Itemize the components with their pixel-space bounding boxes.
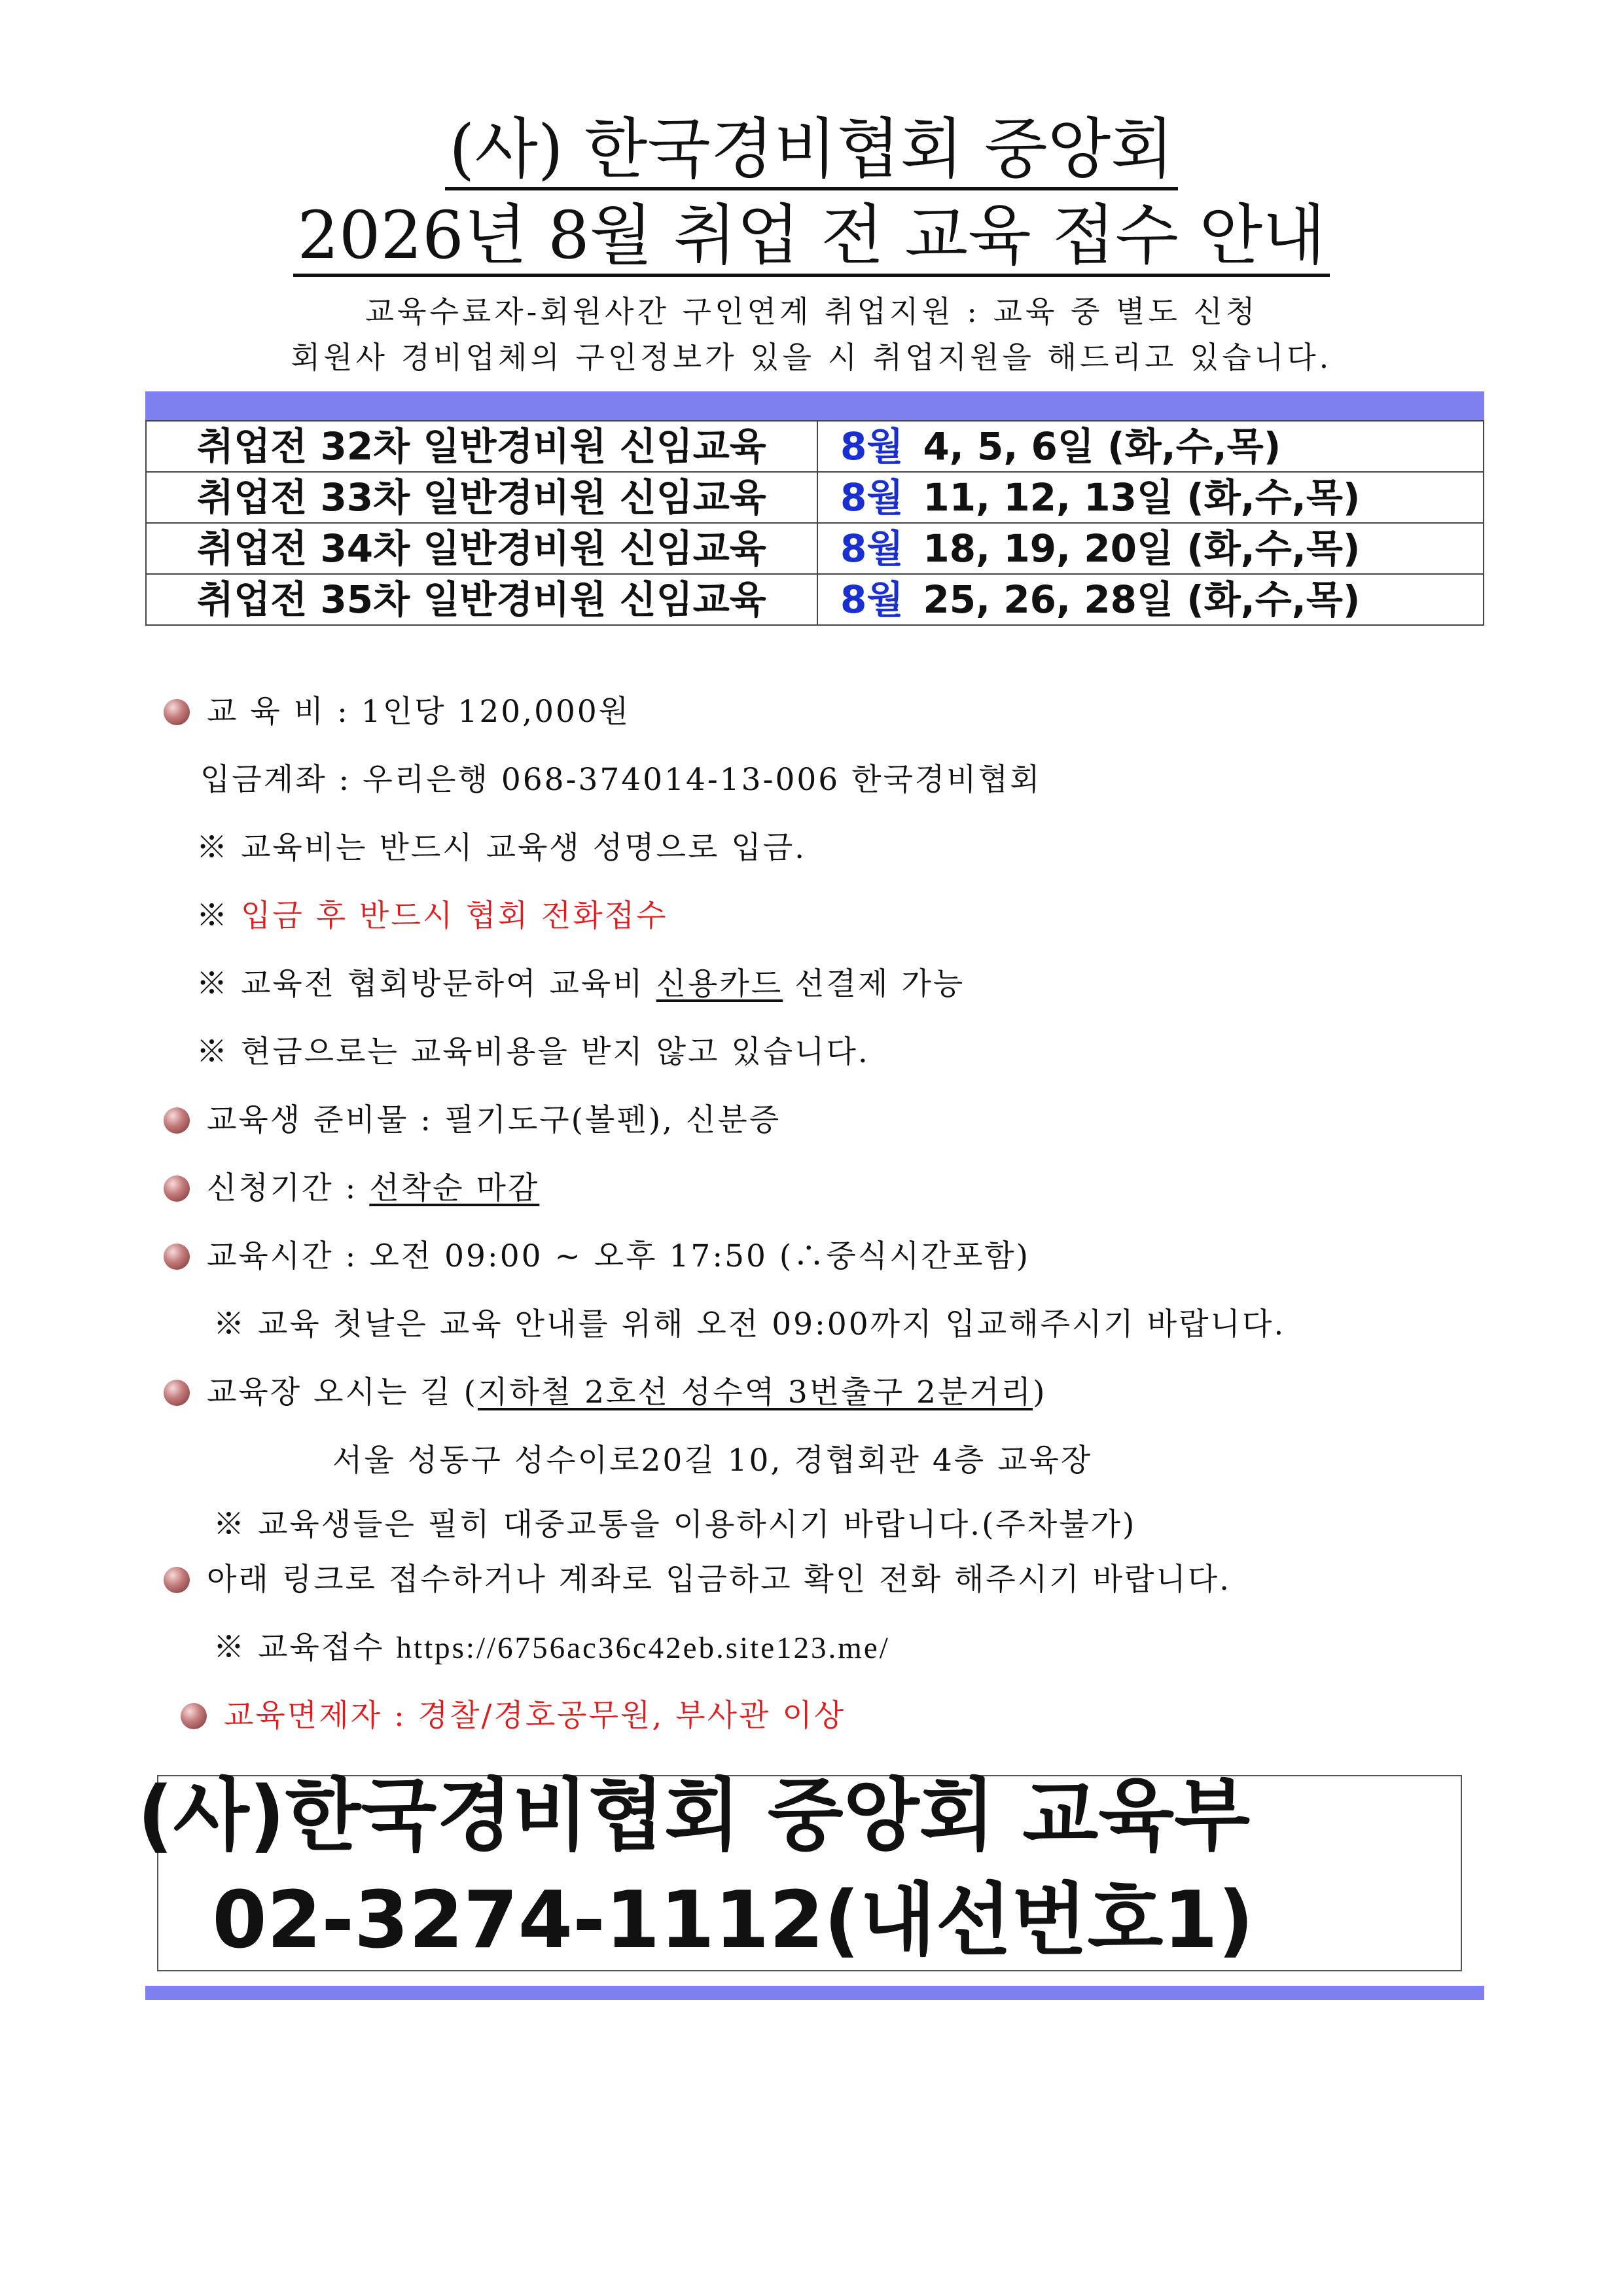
bullet-icon <box>164 1567 190 1593</box>
call-notice: 입금 후 반드시 협회 전화접수 <box>240 898 668 934</box>
note-credit-card <box>196 965 965 1004</box>
course-name: 취업전 34차 일반경비원 신임교육 <box>146 523 817 574</box>
subtitle-line2: 회원사 경비업체의 구인정보가 있을 시 취업지원을 해드리고 있습니다. <box>291 340 1332 375</box>
course-month: 8월 <box>840 526 904 571</box>
subtitle-line1: 교육수료자-회원사간 구인연계 취업지원 : 교육 중 별도 신청 <box>365 294 1258 329</box>
apply-instructions: 아래 링크로 접수하거나 계좌로 입금하고 확인 전화 해주시기 바랍니다. <box>207 1562 1232 1598</box>
apply-link[interactable]: https://6756ac36c42eb.site123.me/ <box>396 1631 890 1665</box>
course-days: 11, 12, 13일 (화,수,목) <box>923 475 1361 520</box>
accent-bar-top <box>145 391 1484 420</box>
bullet-icon <box>164 1175 190 1202</box>
contact-org: (사)한국경비협회 중앙회 교육부 <box>137 1770 1251 1861</box>
table-row <box>146 523 1484 574</box>
course-name: 취업전 35차 일반경비원 신임교육 <box>146 574 817 625</box>
period-value: 선착순 마감 <box>369 1170 540 1206</box>
course-month: 8월 <box>840 424 904 469</box>
bullet-icon <box>164 699 190 725</box>
course-dates <box>817 472 1484 523</box>
address-text: 서울 성동구 성수이로20길 10, 경협회관 4층 교육장 <box>332 1443 1093 1479</box>
page-title-line1: (사) 한국경비협회 중앙회 <box>0 110 1623 188</box>
apply-link-label: ※ 교육접수 <box>213 1630 385 1666</box>
note-depositor-name: ※ 교육비는 반드시 교육생 성명으로 입금. <box>196 830 807 866</box>
course-days: 18, 19, 20일 (화,수,목) <box>923 526 1361 571</box>
table-row <box>146 574 1484 625</box>
class-time: 교육시간 : 오전 09:00 ~ 오후 17:50 (∴중식시간포함) <box>207 1238 1030 1274</box>
application-period <box>207 1169 539 1208</box>
period-label: 신청기간 : <box>207 1170 358 1206</box>
course-name: 취업전 32차 일반경비원 신임교육 <box>146 421 817 472</box>
note-mark: ※ <box>196 898 229 934</box>
course-dates <box>817 421 1484 472</box>
course-dates <box>817 523 1484 574</box>
course-month: 8월 <box>840 475 904 520</box>
accent-bar-bottom <box>145 1986 1484 2000</box>
table-row <box>146 472 1484 523</box>
exemption-text: 교육면제자 : 경찰/경호공무원, 부사관 이상 <box>224 1698 846 1734</box>
note-public-transit: ※ 교육생들은 필히 대중교통을 이용하시기 바랍니다.(주차불가) <box>213 1507 1137 1543</box>
course-days: 4, 5, 6일 (화,수,목) <box>923 424 1281 469</box>
course-dates <box>817 574 1484 625</box>
fee-text: 교 육 비 : 1인당 120,000원 <box>207 694 631 730</box>
bullet-icon <box>164 1380 190 1406</box>
bullet-icon <box>164 1244 190 1270</box>
bullet-icon <box>181 1703 207 1729</box>
note-card-text: ※ 교육전 협회방문하여 교육비 <box>196 966 645 1002</box>
credit-card-label: 신용카드 <box>656 966 783 1002</box>
note-first-day: ※ 교육 첫날은 교육 안내를 위해 오전 09:00까지 입교해주시기 바랍니다. <box>213 1306 1286 1342</box>
note-no-cash: ※ 현금으로는 교육비용을 받지 않고 있습니다. <box>196 1034 870 1070</box>
contact-phone: 02-3274-1112(내선번호1) <box>212 1875 1254 1966</box>
directions-label: 교육장 오시는 길 ( <box>207 1374 478 1410</box>
schedule-table <box>145 420 1484 626</box>
page-title-line2: 2026년 8월 취업 전 교육 접수 안내 <box>0 196 1623 275</box>
note-call-after-deposit <box>196 897 668 936</box>
table-row <box>146 421 1484 472</box>
supplies-text: 교육생 준비물 : 필기도구(볼펜), 신분증 <box>207 1102 781 1138</box>
account-text: 입금계좌 : 우리은행 068-374014-13-006 한국경비협회 <box>200 762 1042 798</box>
course-days: 25, 26, 28일 (화,수,목) <box>923 577 1361 622</box>
directions-value: 지하철 2호선 성수역 3번출구 2분거리 <box>477 1374 1033 1410</box>
apply-link-line <box>213 1628 890 1668</box>
bullet-icon <box>164 1107 190 1134</box>
course-name: 취업전 33차 일반경비원 신임교육 <box>146 472 817 523</box>
directions <box>207 1373 1046 1412</box>
course-month: 8월 <box>840 577 904 622</box>
note-card-text-post: 선결제 가능 <box>794 966 965 1002</box>
directions-close: ) <box>1033 1374 1047 1410</box>
